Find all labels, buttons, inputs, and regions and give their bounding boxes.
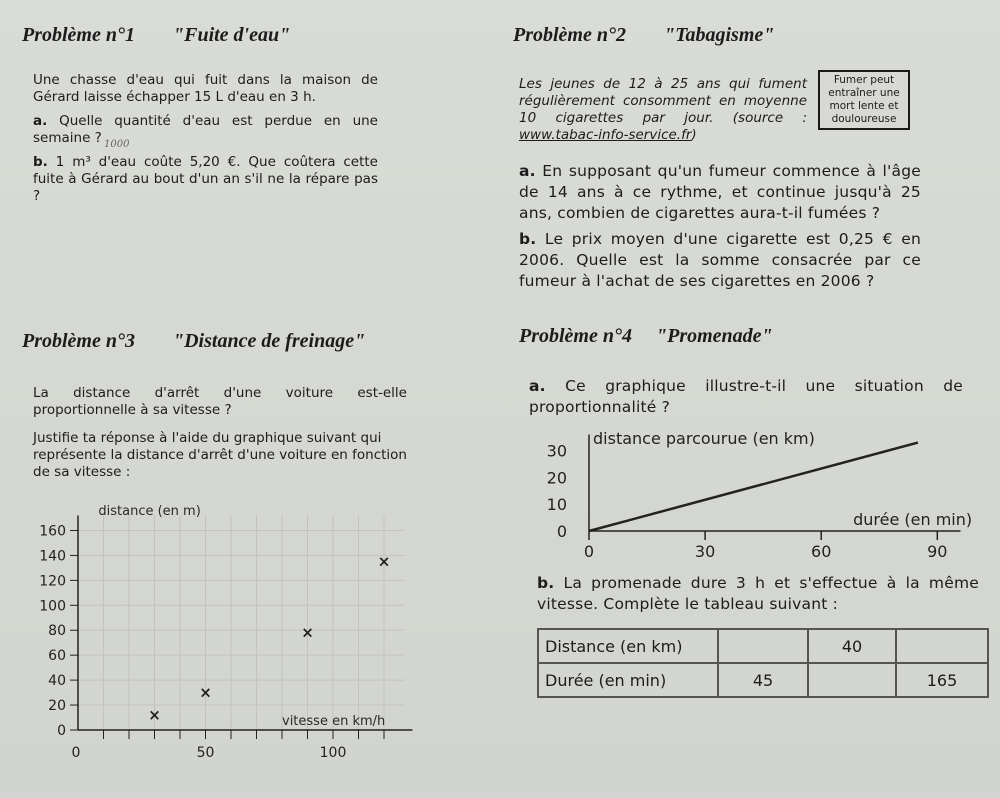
data-point: × [377, 552, 391, 571]
p4-table [537, 628, 989, 698]
p4-question-a [529, 376, 963, 418]
p3-name: "Distance de freinage" [173, 330, 366, 352]
p2-name: "Tabagisme" [664, 24, 775, 46]
p4-qb-text: La promenade dure 3 h et s'effectue à la même vitesse. Complète le tableau suivant : [537, 574, 979, 613]
p1-question-b [33, 154, 378, 205]
p2-qb-text: Le prix moyen d'une cigarette est 0,25 € en 2006. Quelle est la somme consacrée par ce fumeur à l'achat de ses cigarettes en 2006 ? [519, 230, 921, 290]
p3-title [22, 330, 365, 353]
y-tick-label: 160 [39, 523, 66, 540]
p1-qa-text: Quelle quantité d'eau est perdue en une semaine ? [33, 113, 378, 146]
y-tick-label: 100 [39, 598, 66, 615]
y-tick-label: 40 [48, 673, 66, 690]
table-row [538, 629, 988, 663]
p1-qb-label: b. [33, 154, 48, 170]
p2-info [519, 76, 807, 144]
p1-title [22, 24, 290, 47]
p1-intro: Une chasse d'eau qui fuit dans la maison de Gérard laisse échapper 15 L d'eau en 3 h. [33, 72, 378, 105]
x-tick-label: 100 [319, 745, 347, 761]
p2-qa-label: a. [519, 162, 536, 180]
p4-qb-label: b. [537, 574, 555, 592]
chart4-tick-labels [547, 442, 948, 561]
p1-question-a [33, 113, 378, 147]
table-cell[interactable]: 45 [718, 663, 808, 697]
table-cell: Distance (en km) [538, 629, 718, 663]
p1-qb-text: 1 m³ d'eau coûte 5,20 €. Que coûtera cette fuite à Gérard au bout d'un an s'il ne la répare pas ? [33, 154, 378, 204]
data-point: × [148, 706, 161, 725]
x-tick-label: 0 [583, 542, 595, 561]
p2-qa-text: En supposant qu'un fumeur commence à l'âge de 14 ans à ce rythme, et continue jusqu'à 25 ans, combien de cigarettes aura-t-il fumées ? [519, 162, 921, 222]
y-tick-label: 80 [48, 623, 66, 640]
x-tick-label: 50 [196, 745, 215, 761]
p4-qa-text: Ce graphique illustre-t-il une situation de proportionnalité ? [529, 377, 963, 416]
table-cell[interactable] [718, 629, 808, 663]
chart3-xlabel: vitesse en km/h [282, 714, 386, 729]
p2-qb-label: b. [519, 230, 537, 248]
chart3-grid [78, 516, 404, 730]
handwritten-note: 1000 [104, 139, 130, 150]
table-cell[interactable] [808, 663, 896, 697]
p3-question-2: Justifie ta réponse à l'aide du graphique suivant qui représente la distance d'arrêt d'une voiture en fonction de sa vitesse : [33, 430, 407, 480]
y-tick-label: 120 [39, 573, 66, 590]
p4-heading: Problème n°4 [519, 325, 632, 347]
walk-distance-chart [525, 425, 975, 565]
p2-info-text: Les jeunes de 12 à 25 ans qui fument régulièrement consomment en moyenne 10 cigarettes par jour. [519, 76, 807, 126]
x-tick-label: 60 [811, 542, 832, 561]
p1-name: "Fuite d'eau" [173, 24, 291, 46]
y-tick-label: 30 [546, 441, 567, 461]
p2-question-b [519, 229, 921, 292]
x-tick-label: 30 [694, 542, 716, 561]
x-tick-label: 0 [71, 745, 81, 761]
data-point: × [199, 683, 212, 702]
chart4-xlabel: durée (en min) [853, 510, 973, 529]
p1-qa-label: a. [33, 113, 48, 129]
y-tick-label: 0 [556, 522, 567, 541]
y-tick-label: 60 [48, 648, 66, 665]
p1-heading: Problème n°1 [22, 24, 135, 46]
p2-title [513, 24, 774, 47]
p2-source-prefix: (source : [732, 110, 808, 126]
chart3-points [148, 553, 390, 724]
y-tick-label: 140 [39, 548, 66, 565]
table-row [538, 663, 988, 697]
table-cell[interactable]: 165 [896, 663, 988, 697]
p2-source-suffix: ) [691, 127, 697, 143]
p3-question-1: La distance d'arrêt d'une voiture est-elle proportionnelle à sa vitesse ? [33, 385, 407, 418]
p3-heading: Problème n°3 [22, 330, 135, 352]
p2-question-a [519, 161, 921, 224]
y-tick-label: 10 [546, 495, 567, 515]
chart3-ylabel: distance (en m) [98, 504, 201, 519]
p2-heading: Problème n°2 [513, 24, 626, 46]
p4-title [519, 325, 773, 348]
y-tick-label: 20 [48, 698, 66, 715]
chart4-ylabel: distance parcourue (en km) [593, 429, 815, 448]
table-cell[interactable] [896, 629, 988, 663]
data-point: × [301, 623, 314, 642]
p4-name: "Promenade" [656, 325, 773, 347]
p4-qa-label: a. [529, 377, 546, 395]
warning-box: Fumer peut entraîner une mort lente et douloureuse [818, 70, 910, 130]
table-cell: Durée (en min) [538, 663, 718, 697]
table-cell[interactable]: 40 [808, 629, 896, 663]
x-tick-label: 90 [927, 542, 948, 561]
p4-question-b [537, 573, 979, 615]
y-tick-label: 20 [546, 468, 567, 488]
y-tick-label: 0 [57, 723, 66, 739]
braking-distance-chart [20, 490, 420, 765]
p2-source-link[interactable]: www.tabac-info-service.fr [519, 127, 692, 143]
